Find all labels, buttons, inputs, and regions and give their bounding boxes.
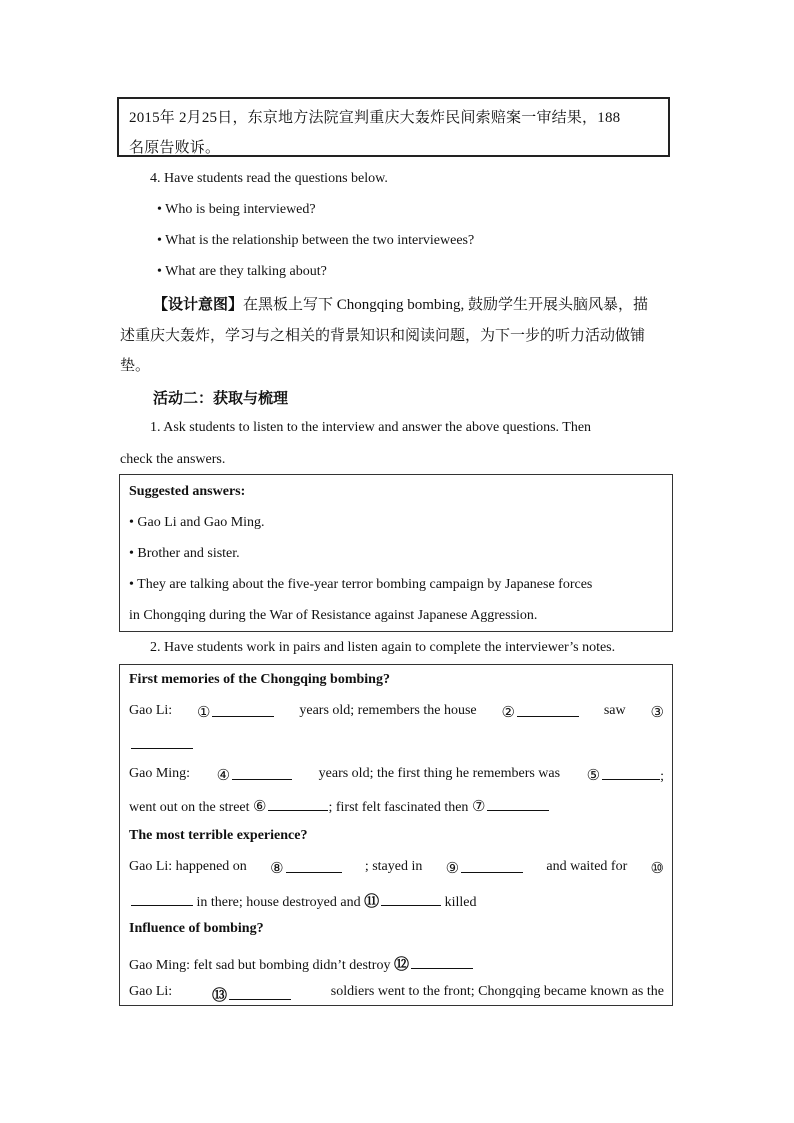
gaoming-label: Gao Ming:: [129, 766, 191, 781]
question-1: • Who is being interviewed?: [157, 202, 316, 217]
blank-1: ①: [197, 703, 274, 722]
notes-gaoming-line-2: went out on the street ⑥ ; first felt fascinated then ⑦: [129, 797, 664, 816]
blank-10-number: ⑩: [650, 861, 664, 877]
blank-13: ⑬: [212, 984, 291, 1005]
design-intent-label: 【设计意图】: [153, 297, 244, 313]
step1-line-1: 1. Ask students to listen to the interview and answer the above questions. Then: [150, 420, 592, 435]
interview-notes-box: [119, 664, 673, 1006]
gaoli-label: Gao Li:: [129, 703, 173, 718]
gaoming-text-1: years old; the first thing he remembers was: [318, 766, 561, 781]
notes-gaoli-line-3: in there; house destroyed and ⑪ killed: [129, 890, 664, 911]
blank-4: ④: [217, 766, 292, 785]
design-intent-line-3: 垫。: [120, 358, 151, 374]
notes-gaoli-line: [129, 703, 664, 722]
blank-9: ⑨: [446, 859, 523, 878]
news-box: [117, 97, 670, 157]
blank-5: ⑤ ;: [586, 768, 664, 784]
blank-12: ⑫: [394, 958, 473, 973]
design-intent-line-1: [153, 293, 648, 314]
news-line-2: 名原告败诉。: [129, 140, 221, 156]
blank-8: ⑧: [270, 859, 341, 878]
notes-gaoli-line-4: Gao Li: ⑬ soldiers went to the front; Chongqing became known as the: [129, 984, 664, 1004]
notes-heading-3: Influence of bombing?: [129, 921, 264, 936]
news-line-1: 2015年 2月25日，东京地方法院宣判重庆大轰炸民间索赔案一审结果，188: [129, 110, 621, 126]
design-intent-text: 在黑板上写下 Chongqing bombing, 鼓励学生开展头脑风暴，描: [243, 297, 649, 313]
notes-heading-2: The most terrible experience?: [129, 828, 308, 843]
gaoli-text-2: saw: [603, 703, 626, 718]
design-intent-line-2: 述重庆大轰炸，学习与之相关的背景知识和阅读问题，为下一步的听力活动做铺: [120, 328, 646, 344]
blank-3-line: [129, 735, 664, 754]
suggested-answers-box: [119, 474, 673, 632]
activity-2-title: 活动二：获取与梳理: [153, 391, 289, 407]
question-3: • What are they talking about?: [157, 264, 327, 279]
answer-3: • They are talking about the five-year terror bombing campaign by Japanese forces: [129, 577, 593, 592]
question-2: • What is the relationship between the two interviewees?: [157, 233, 475, 248]
blank-2: ②: [502, 703, 579, 722]
gaoli-text-1: years old; remembers the house: [299, 703, 477, 718]
step2-line: 2. Have students work in pairs and listen again to complete the interviewer’s notes.: [150, 640, 616, 655]
blank-6: ⑥: [253, 800, 328, 815]
step4-title: 4. Have students read the questions below.: [150, 171, 388, 186]
notes-gaoming-line-3: Gao Ming: felt sad but bombing didn’t destroy ⑫: [129, 953, 664, 974]
answer-1: • Gao Li and Gao Ming.: [129, 515, 265, 530]
notes-gaoming-line-1: [129, 766, 664, 785]
blank-11: ⑪: [364, 895, 441, 910]
blank-7: ⑦: [472, 800, 549, 815]
notes-gaoli-line-2: Gao Li: happened on ⑧ ; stayed in ⑨ and waited for ⑩: [129, 859, 664, 877]
answer-2: • Brother and sister.: [129, 546, 240, 561]
notes-heading-1: First memories of the Chongqing bombing?: [129, 672, 390, 687]
blank-3-number: ③: [650, 705, 664, 721]
answers-title: Suggested answers:: [129, 484, 246, 499]
step1-line-2: check the answers.: [120, 452, 226, 467]
answer-4: in Chongqing during the War of Resistance against Japanese Aggression.: [129, 608, 538, 623]
